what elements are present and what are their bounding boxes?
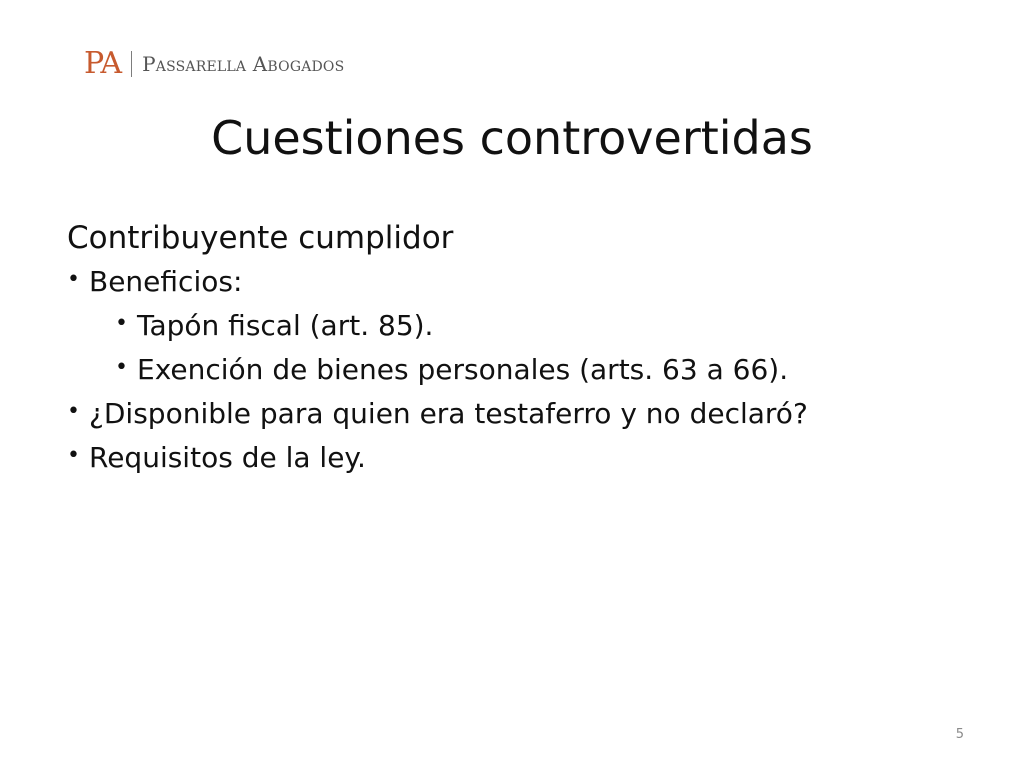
- bullet-dot: •: [115, 355, 128, 381]
- logo-mark: PA: [84, 46, 122, 81]
- firm-logo: [84, 46, 344, 82]
- slide-content: [67, 220, 967, 485]
- bullet-item: [67, 353, 967, 387]
- bullet-text: Requisitos de la ley.: [89, 441, 366, 475]
- logo-name: Passarella Abogados: [142, 52, 345, 76]
- bullet-text: Beneficios:: [89, 265, 243, 299]
- bullet-text: Tapón fiscal (art. 85).: [137, 309, 434, 343]
- bullet-item: [67, 309, 967, 343]
- bullet-dot: •: [67, 399, 80, 425]
- bullet-text: Exención de bienes personales (arts. 63 a 66).: [137, 353, 789, 387]
- bullet-text: ¿Disponible para quien era testaferro y no declaró?: [89, 397, 808, 431]
- bullet-dot: •: [115, 311, 128, 337]
- bullet-item: [67, 265, 967, 299]
- page-number: 5: [955, 727, 964, 742]
- bullet-item: [67, 397, 967, 431]
- bullet-dot: •: [67, 267, 80, 293]
- subheading: Contribuyente cumplidor: [67, 220, 454, 256]
- bullet-item: [67, 441, 967, 475]
- slide-title: Cuestiones controvertidas: [211, 111, 813, 165]
- logo-divider: [131, 51, 132, 77]
- bullet-dot: •: [67, 443, 80, 469]
